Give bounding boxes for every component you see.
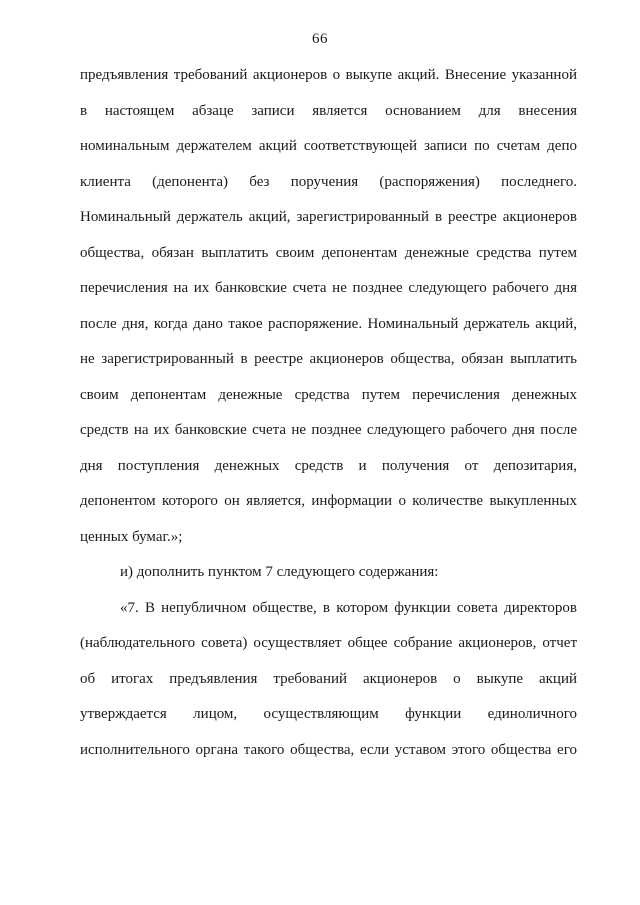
text-line: (наблюдательного совета) осуществляет общее собрание акционеров, отчет [80,635,577,651]
text-line-subitem: и) дополнить пунктом 7 следующего содержания: [120,564,439,580]
text-line: «7. В непубличном обществе, в котором функции совета директоров [120,599,577,616]
text-line: перечисления на их банковские счета не позднее следующего рабочего дня [80,280,577,296]
text-line: не зарегистрированный в реестре акционеров общества, обязан выплатить [80,351,577,367]
text-line: средств на их банковские счета не позднее следующего рабочего дня после [80,422,577,438]
text-line: исполнительного органа такого общества, если уставом этого общества его [80,741,577,758]
text-line: после дня, когда дано такое распоряжение. Номинальный держатель акций, [80,315,577,332]
text-line: предъявления требований акционеров о выкупе акций. Внесение указанной [80,67,577,83]
document-body [80,58,577,768]
text-line: дня поступления денежных средств и получения от депозитария, [80,457,577,474]
text-line: об итогах предъявления требований акционеров о выкупе акций [80,670,577,687]
text-line: ценных бумаг.»; [80,528,183,545]
text-line: своим депонентам денежные средства путем перечисления денежных [80,386,577,403]
text-line: Номинальный держатель акций, зарегистрированный в реестре акционеров [80,209,577,225]
text-line: номинальным держателем акций соответствующей записи по счетам депо [80,138,577,154]
page-number: 66 [312,31,328,47]
text-line: в настоящем абзаце записи является основанием для внесения [80,102,577,119]
text-line: депонентом которого он является, информации о количестве выкупленных [80,493,577,509]
text-line: утверждается лицом, осуществляющим функции единоличного [80,706,577,722]
text-line: клиента (депонента) без поручения (распоряжения) последнего. [80,173,577,190]
text-line: общества, обязан выплатить своим депонентам денежные средства путем [80,244,577,261]
